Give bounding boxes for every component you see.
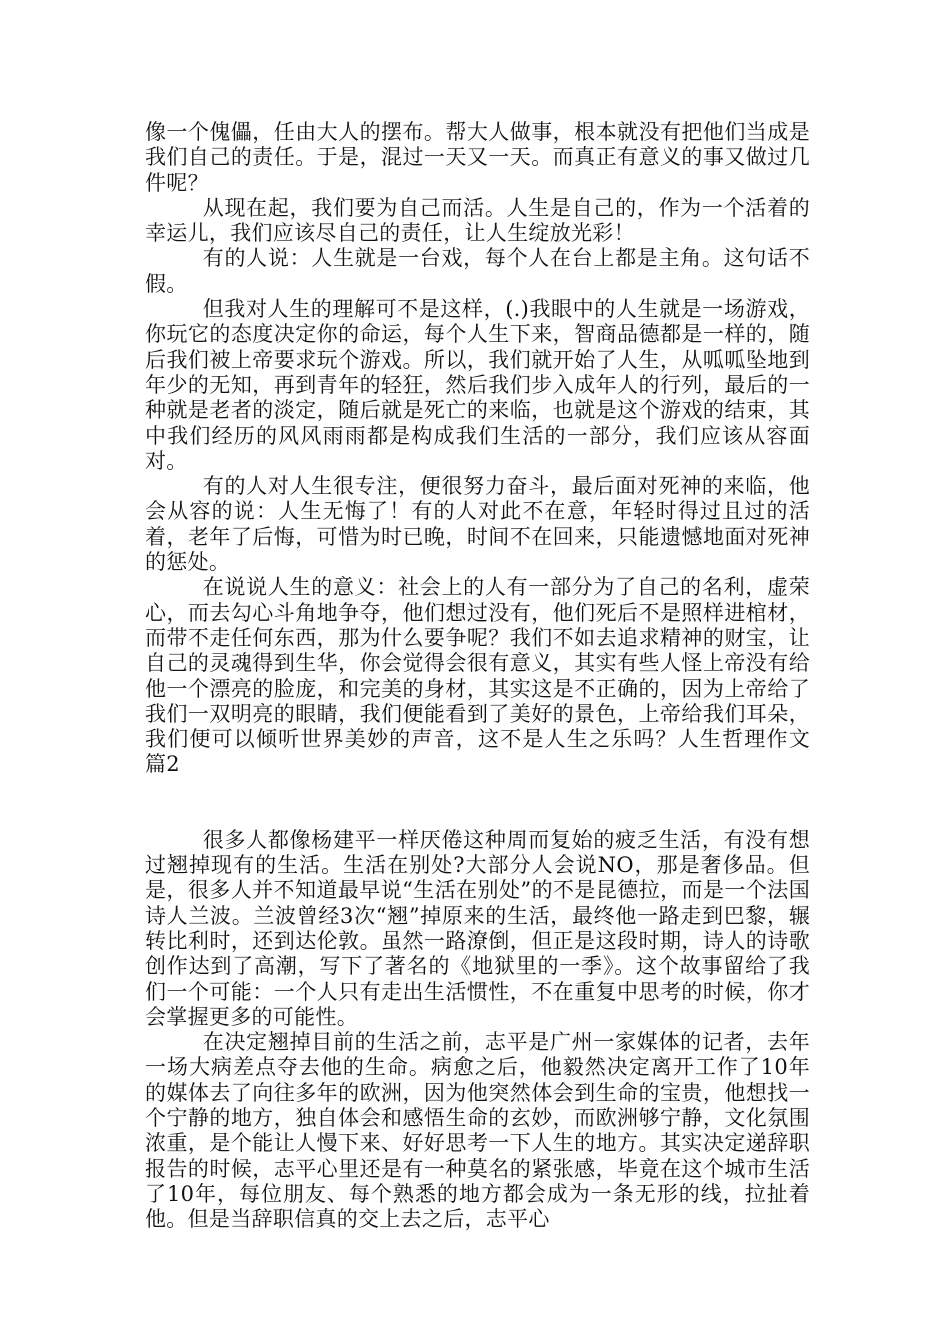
body-paragraph: 在决定翘掉目前的生活之前，志平是广州一家媒体的记者，去年一场大病差点夺去他的生命。病愈之后，他毅然决定离开工作了10年的媒体去了向往多年的欧洲，因为他突然体会到生命的宝贵，他想找一个宁静的地方，独自体会和感悟生命的玄妙，而欧洲够宁静，文化氛围浓重，是个能让人慢下来、好好思考一下人生的地方。其实决定递辞职报告的时候，志平心里还是有一种莫名的紧张感，毕竟在这个城市生活了10年，每位朋友、每个熟悉的地方都会成为一条无形的线，拉扯着他。但是当辞职信真的交上去之后，志平心: [145, 1030, 810, 1232]
body-paragraph: 很多人都像杨建平一样厌倦这种周而复始的疲乏生活，有没有想过翘掉现有的生活。生活在别处?大部分人会说NO，那是奢侈品。但是，很多人并不知道最早说“生活在别处”的不是昆德拉，而是一个法国诗人兰波。兰波曾经3次“翘”掉原来的生活，最终他一路走到巴黎，辗转比利时，还到达伦敦。虽然一路潦倒，但正是这段时期，诗人的诗歌创作达到了高潮，写下了著名的《地狱里的一季》。这个故事留给了我们一个可能：一个人只有走出生活惯性，不在重复中思考的时候，你才会掌握更多的可能性。: [145, 827, 810, 1029]
section-spacer: [145, 778, 810, 828]
body-paragraph: 有的人对人生很专注，便很努力奋斗，最后面对死神的来临，他会从容的说：人生无悔了！有的人对此不在意，年轻时得过且过的活着，老年了后悔，可惜为时已晚，时间不在回来，只能遗憾地面对死神的惩处。: [145, 474, 810, 575]
body-paragraph: 从现在起，我们要为自己而活。人生是自己的，作为一个活着的幸运儿，我们应该尽自己的责任，让人生绽放光彩！: [145, 195, 810, 246]
body-paragraph: 但我对人生的理解可不是这样，(.)我眼中的人生就是一场游戏，你玩它的态度决定你的命运，每个人生下来，智商品德都是一样的，随后我们被上帝要求玩个游戏。所以，我们就开始了人生，从呱呱坠地到年少的无知，再到青年的轻狂，然后我们步入成年人的行列，最后的一种就是老者的淡定，随后就是死亡的来临，也就是这个游戏的结束，其中我们经历的风风雨雨都是构成我们生活的一部分，我们应该从容面对。: [145, 297, 810, 473]
body-paragraph: 在说说人生的意义：社会上的人有一部分为了自己的名利，虚荣心，而去勾心斗角地争夺，他们想过没有，他们死后不是照样进棺材，而带不走任何东西，那为什么要争呢？我们不如去追求精神的财宝，让自己的灵魂得到生华，你会觉得会很有意义，其实有些人怪上帝没有给他一个漂亮的脸庞，和完美的身材，其实这是不正确的，因为上帝给了我们一双明亮的眼睛，我们便能看到了美好的景色，上帝给我们耳朵，我们便可以倾听世界美妙的声音，这不是人生之乐吗？人生哲理作文 篇2: [145, 575, 810, 777]
body-paragraph: 有的人说：人生就是一台戏，每个人在台上都是主角。这句话不假。: [145, 246, 810, 296]
document-page: [145, 120, 810, 1232]
body-paragraph: 像一个傀儡，任由大人的摆布。帮大人做事，根本就没有把他们当成是我们自己的责任。于是，混过一天又一天。而真正有意义的事又做过几件呢？: [145, 120, 810, 195]
